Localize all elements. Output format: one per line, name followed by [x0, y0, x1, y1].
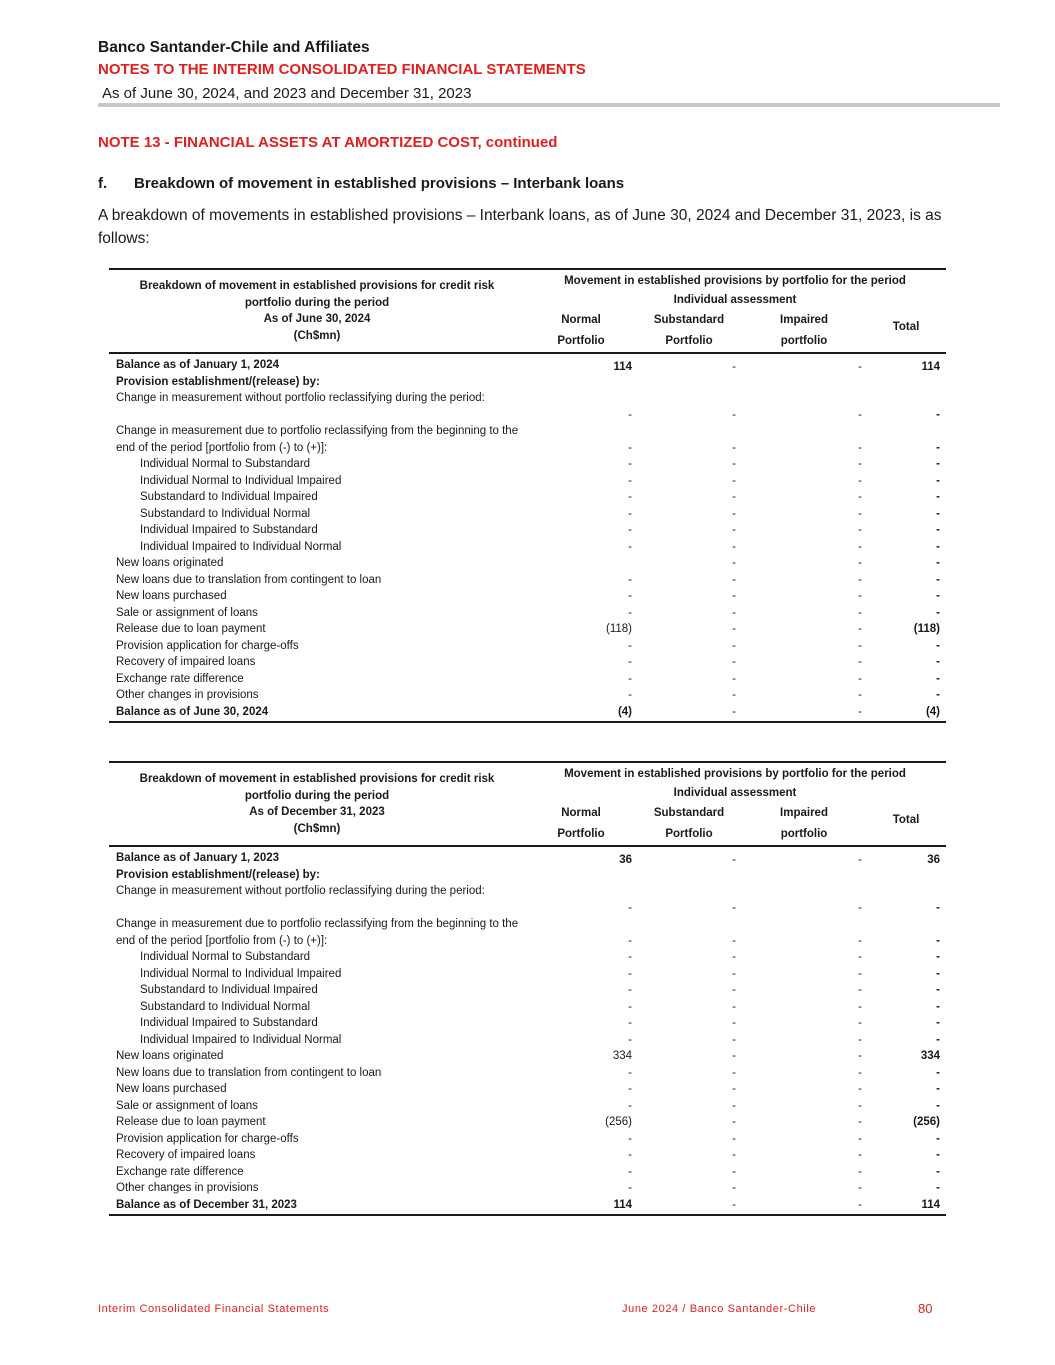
value-substandard: -	[732, 1017, 736, 1029]
table-row	[109, 966, 946, 983]
value-total: -	[936, 1083, 940, 1095]
value-substandard: -	[732, 672, 736, 685]
value-substandard: -	[732, 1000, 736, 1013]
table-row	[109, 883, 946, 916]
col-line1: Impaired	[780, 314, 828, 326]
col-line2: Portfolio	[665, 828, 713, 840]
row-label: New loans originated	[116, 557, 224, 569]
value-substandard: -	[732, 590, 736, 602]
value-total: -	[936, 474, 940, 487]
row-label: Provision application for charge-offs	[116, 639, 299, 652]
value-impaired: -	[858, 854, 862, 866]
value-total: (118)	[913, 623, 940, 635]
row-label: Substandard to Individual Impaired	[140, 491, 318, 503]
value-total: -	[936, 639, 940, 652]
value-substandard: -	[732, 458, 736, 470]
header-individual-assessment: Individual assessment	[673, 294, 797, 306]
table-row	[109, 1065, 946, 1082]
table-row	[109, 473, 946, 490]
header-col-normal	[531, 310, 631, 352]
header-left-line: Breakdown of movement in established provisions for credit risk	[139, 773, 495, 785]
table-row	[109, 638, 946, 655]
row-label: Sale or assignment of loans	[116, 606, 258, 619]
value-impaired: -	[858, 540, 862, 553]
row-label: Other changes in provisions	[116, 1182, 259, 1194]
value-total: -	[936, 672, 940, 685]
table-row	[109, 1015, 946, 1032]
value-substandard: -	[732, 474, 736, 487]
section-intro: A breakdown of movements in established provisions – Interbank loans, as of June 30, 2024 and December 31, 2023, is as follows:	[98, 207, 942, 247]
table-row	[109, 489, 946, 506]
value-substandard: -	[732, 1033, 736, 1046]
value-substandard: -	[732, 1050, 736, 1062]
table-row	[109, 687, 946, 704]
value-impaired: -	[858, 524, 862, 536]
value-impaired: -	[858, 458, 862, 470]
value-impaired: -	[858, 1132, 862, 1145]
value-normal: -	[628, 934, 632, 947]
table-row	[109, 1032, 946, 1049]
table-row	[109, 1048, 946, 1065]
value-total: -	[936, 557, 940, 569]
footer-center: June 2024 / Banco Santander-Chile	[622, 1303, 817, 1315]
value-normal: -	[628, 951, 632, 963]
table-row	[109, 982, 946, 999]
value-total: -	[936, 656, 940, 668]
value-substandard: -	[732, 1083, 736, 1095]
date-line: As of June 30, 2024, and 2023 and December 31, 2023	[102, 85, 472, 102]
row-label: Exchange rate difference	[116, 1165, 244, 1178]
header-left-line: As of December 31, 2023	[249, 806, 385, 818]
provisions-table-june-2024	[109, 268, 946, 723]
value-total: -	[936, 606, 940, 619]
row-label: Substandard to Individual Normal	[140, 1000, 311, 1013]
value-total: -	[936, 1182, 940, 1194]
value-normal: -	[628, 1000, 632, 1013]
value-impaired: -	[858, 672, 862, 685]
value-normal: -	[628, 606, 632, 619]
col-line2: portfolio	[780, 335, 828, 347]
value-substandard: -	[732, 639, 736, 652]
row-label: Substandard to Individual Normal	[140, 507, 311, 520]
table-row	[109, 654, 946, 671]
value-total: (4)	[925, 705, 940, 718]
value-normal: -	[628, 967, 632, 980]
table-row	[109, 605, 946, 622]
value-impaired: -	[858, 705, 862, 718]
value-substandard: -	[732, 1182, 736, 1194]
value-impaired: -	[858, 1198, 862, 1211]
value-substandard: -	[732, 1165, 736, 1178]
row-label: New loans purchased	[116, 1083, 227, 1095]
value-impaired: -	[858, 639, 862, 652]
value-substandard: -	[732, 689, 736, 701]
notes-title: NOTES TO THE INTERIM CONSOLIDATED FINANCIAL STATEMENTS	[98, 61, 586, 78]
value-normal: -	[628, 408, 632, 421]
table-row	[109, 572, 946, 589]
value-impaired: -	[858, 901, 862, 914]
col-line1: Normal	[561, 314, 601, 326]
row-label: Balance as of December 31, 2023	[116, 1198, 297, 1211]
table-row	[109, 999, 946, 1016]
header-divider	[98, 103, 1000, 107]
row-label: Change in measurement due to portfolio reclassifying from the beginning to the end of the period [portfolio from (-) to (+)]:	[116, 425, 519, 454]
value-normal: (4)	[617, 705, 632, 718]
row-label: Release due to loan payment	[116, 623, 266, 635]
header-col-total: Total	[892, 321, 920, 333]
row-label: Release due to loan payment	[116, 1116, 266, 1128]
value-total: -	[936, 458, 940, 470]
value-normal: -	[628, 1165, 632, 1178]
row-label: Change in measurement without portfolio reclassifying during the period:	[116, 885, 485, 897]
value-total: -	[936, 491, 940, 503]
value-impaired: -	[858, 1149, 862, 1161]
value-normal: (256)	[605, 1116, 632, 1128]
col-line2: portfolio	[780, 828, 828, 840]
row-label: New loans originated	[116, 1050, 224, 1062]
value-impaired: -	[858, 1083, 862, 1095]
value-normal: -	[628, 639, 632, 652]
value-total: -	[936, 1149, 940, 1161]
value-impaired: -	[858, 1033, 862, 1046]
table-row	[109, 704, 946, 721]
row-label: Individual Impaired to Individual Normal	[140, 1033, 342, 1046]
value-total: -	[936, 951, 940, 963]
value-substandard: -	[732, 1066, 736, 1079]
value-normal: -	[628, 458, 632, 470]
value-impaired: -	[858, 590, 862, 602]
value-total: 36	[927, 854, 940, 866]
table-row	[109, 1131, 946, 1148]
value-normal: 36	[619, 854, 632, 866]
value-substandard: -	[732, 1099, 736, 1112]
table-body	[109, 354, 946, 723]
value-impaired: -	[858, 967, 862, 980]
row-label: Individual Normal to Individual Impaired	[140, 967, 342, 980]
value-impaired: -	[858, 557, 862, 569]
value-normal: (118)	[606, 623, 632, 635]
value-normal: -	[628, 1033, 632, 1046]
value-impaired: -	[858, 1182, 862, 1194]
value-substandard: -	[732, 507, 736, 520]
row-label: Individual Normal to Substandard	[140, 951, 311, 963]
col-line2: Portfolio	[557, 828, 605, 840]
value-total: -	[936, 1033, 940, 1046]
value-total: -	[936, 524, 940, 536]
value-normal: -	[628, 689, 632, 701]
table-header-description	[109, 278, 525, 344]
value-impaired: -	[858, 934, 862, 947]
row-label: New loans purchased	[116, 590, 227, 602]
row-label: Recovery of impaired loans	[116, 656, 256, 668]
value-total: 114	[921, 361, 940, 373]
row-label: Change in measurement without portfolio reclassifying during the period:	[116, 392, 485, 404]
header-col-substandard	[639, 310, 739, 352]
company-name: Banco Santander-Chile and Affiliates	[98, 39, 370, 56]
value-total: -	[936, 984, 940, 996]
col-line1: Normal	[561, 807, 601, 819]
value-normal: -	[628, 540, 632, 553]
table-row	[109, 588, 946, 605]
col-line2: Portfolio	[557, 335, 605, 347]
value-substandard: -	[732, 623, 736, 635]
table-header-description	[109, 771, 525, 837]
table-row	[109, 1197, 946, 1214]
value-normal: -	[628, 441, 632, 454]
value-substandard: -	[732, 491, 736, 503]
table-header	[109, 761, 946, 847]
value-total: -	[936, 901, 940, 914]
row-label: Individual Normal to Individual Impaired	[140, 474, 342, 487]
value-normal: -	[628, 672, 632, 685]
value-normal: 334	[612, 1050, 632, 1062]
table-row	[109, 423, 946, 456]
table-row	[109, 1147, 946, 1164]
value-impaired: -	[858, 1050, 862, 1062]
table-row	[109, 357, 946, 374]
table-row	[109, 555, 946, 572]
table-body	[109, 847, 946, 1216]
row-label: Provision application for charge-offs	[116, 1132, 299, 1145]
row-label: Individual Impaired to Individual Normal	[140, 540, 342, 553]
provisions-table-december-2023	[109, 761, 946, 1216]
value-substandard: -	[732, 557, 736, 569]
header-movement: Movement in established provisions by portfolio for the period	[564, 768, 906, 780]
value-total: -	[936, 1066, 940, 1079]
footer-left: Interim Consolidated Financial Statements	[98, 1303, 330, 1315]
value-normal: -	[628, 1083, 632, 1095]
row-label: New loans due to translation from contingent to loan	[116, 573, 382, 586]
value-total: 334	[920, 1050, 940, 1062]
value-impaired: -	[858, 361, 862, 373]
value-impaired: -	[858, 951, 862, 963]
row-label: Balance as of January 1, 2023	[116, 852, 280, 864]
note-title: NOTE 13 - FINANCIAL ASSETS AT AMORTIZED COST, continued	[98, 134, 558, 151]
value-substandard: -	[732, 540, 736, 553]
value-normal: -	[628, 1132, 632, 1145]
header-left-line: portfolio during the period	[244, 296, 390, 309]
value-impaired: -	[858, 689, 862, 701]
col-line1: Substandard	[653, 807, 725, 819]
value-total: -	[936, 590, 940, 602]
value-total: -	[936, 1017, 940, 1029]
value-total: (256)	[913, 1116, 940, 1128]
value-normal: -	[628, 1066, 632, 1079]
table-row	[109, 671, 946, 688]
value-substandard: -	[732, 573, 736, 586]
col-line1: Impaired	[780, 807, 828, 819]
value-total: -	[936, 967, 940, 980]
row-label: Other changes in provisions	[116, 689, 259, 701]
section-title-text: Breakdown of movement in established provisions – Interbank loans	[134, 175, 625, 192]
row-label: Balance as of January 1, 2024	[116, 359, 280, 371]
table-row	[109, 621, 946, 638]
table-row	[109, 916, 946, 949]
value-total: -	[936, 1000, 940, 1013]
value-impaired: -	[858, 656, 862, 668]
value-normal: -	[628, 474, 632, 487]
value-substandard: -	[732, 441, 736, 454]
value-substandard: -	[732, 1198, 736, 1211]
row-label: Sale or assignment of loans	[116, 1099, 258, 1112]
row-label: Provision establishment/(release) by:	[116, 868, 320, 881]
value-total: -	[936, 689, 940, 701]
row-label: Balance as of June 30, 2024	[116, 705, 269, 718]
value-normal: -	[628, 573, 632, 586]
value-substandard: -	[732, 606, 736, 619]
header-left-line: (Ch$mn)	[293, 822, 341, 835]
header-col-substandard	[639, 803, 739, 845]
header-left-line: Breakdown of movement in established provisions for credit risk	[139, 280, 495, 292]
value-normal: -	[628, 507, 632, 520]
value-normal: -	[628, 491, 632, 503]
table-row	[109, 1081, 946, 1098]
value-total: -	[936, 1099, 940, 1112]
header-movement: Movement in established provisions by portfolio for the period	[564, 275, 906, 287]
row-label: Recovery of impaired loans	[116, 1149, 256, 1161]
value-normal: -	[628, 656, 632, 668]
value-impaired: -	[858, 1017, 862, 1029]
value-substandard: -	[732, 854, 736, 866]
value-substandard: -	[732, 934, 736, 947]
row-label: Substandard to Individual Impaired	[140, 984, 318, 996]
value-substandard: -	[732, 408, 736, 421]
header-col-normal	[531, 803, 631, 845]
header-col-impaired	[754, 310, 854, 352]
section-letter: f.	[98, 175, 108, 192]
value-substandard: -	[732, 361, 736, 373]
value-impaired: -	[858, 606, 862, 619]
value-impaired: -	[858, 1066, 862, 1079]
value-normal: 114	[613, 1198, 632, 1211]
table-row	[109, 1098, 946, 1115]
header-left-line: As of June 30, 2024	[263, 313, 371, 325]
row-label: Individual Normal to Substandard	[140, 458, 311, 470]
value-total: -	[936, 1132, 940, 1145]
table-row	[109, 1180, 946, 1197]
value-substandard: -	[732, 984, 736, 996]
page-number: 80	[918, 1301, 933, 1316]
header-col-total: Total	[892, 814, 920, 826]
table-row	[109, 506, 946, 523]
table-row	[109, 1164, 946, 1181]
value-total: -	[936, 507, 940, 520]
table-row	[109, 949, 946, 966]
value-total: -	[936, 540, 940, 553]
row-label: Change in measurement due to portfolio reclassifying from the beginning to the end of the period [portfolio from (-) to (+)]:	[116, 918, 519, 947]
value-total: -	[936, 573, 940, 586]
value-substandard: -	[732, 705, 736, 718]
table-row	[109, 390, 946, 423]
value-impaired: -	[858, 573, 862, 586]
value-normal: -	[628, 984, 632, 996]
value-substandard: -	[732, 656, 736, 668]
value-normal: -	[628, 1099, 632, 1112]
value-normal: -	[628, 590, 632, 602]
value-normal: -	[628, 1182, 632, 1194]
value-total: -	[936, 934, 940, 947]
value-substandard: -	[732, 1132, 736, 1145]
value-total: 114	[921, 1198, 940, 1211]
value-substandard: -	[732, 967, 736, 980]
header-col-impaired	[754, 803, 854, 845]
table-row	[109, 539, 946, 556]
page-header	[98, 38, 1000, 106]
value-substandard: -	[732, 951, 736, 963]
header-individual-assessment: Individual assessment	[673, 787, 797, 799]
value-normal: 114	[613, 361, 632, 373]
value-substandard: -	[732, 901, 736, 914]
value-substandard: -	[732, 524, 736, 536]
row-label: Provision establishment/(release) by:	[116, 375, 320, 388]
value-total: -	[936, 408, 940, 421]
table-row	[109, 374, 946, 391]
value-impaired: -	[858, 1165, 862, 1178]
value-impaired: -	[858, 408, 862, 421]
value-normal: -	[628, 1017, 632, 1029]
value-impaired: -	[858, 507, 862, 520]
value-substandard: -	[732, 1116, 736, 1128]
value-normal: -	[628, 524, 632, 536]
table-row	[109, 522, 946, 539]
col-line2: Portfolio	[665, 335, 713, 347]
row-label: Exchange rate difference	[116, 672, 244, 685]
value-impaired: -	[858, 1000, 862, 1013]
value-impaired: -	[858, 1099, 862, 1112]
value-impaired: -	[858, 474, 862, 487]
value-impaired: -	[858, 623, 862, 635]
value-impaired: -	[858, 441, 862, 454]
table-row	[109, 850, 946, 867]
section-title	[98, 175, 624, 192]
value-impaired: -	[858, 1116, 862, 1128]
table-row	[109, 1114, 946, 1131]
row-label: Individual Impaired to Substandard	[140, 524, 318, 536]
row-label: Individual Impaired to Substandard	[140, 1017, 318, 1029]
value-normal: -	[628, 1149, 632, 1161]
value-impaired: -	[858, 984, 862, 996]
table-row	[109, 867, 946, 884]
value-impaired: -	[858, 491, 862, 503]
value-normal: -	[628, 901, 632, 914]
header-left-line: portfolio during the period	[244, 789, 390, 802]
table-row	[109, 456, 946, 473]
value-total: -	[936, 441, 940, 454]
row-label: New loans due to translation from contingent to loan	[116, 1066, 382, 1079]
value-substandard: -	[732, 1149, 736, 1161]
value-total: -	[936, 1165, 940, 1178]
header-left-line: (Ch$mn)	[293, 329, 341, 342]
col-line1: Substandard	[653, 314, 725, 326]
table-header	[109, 268, 946, 354]
